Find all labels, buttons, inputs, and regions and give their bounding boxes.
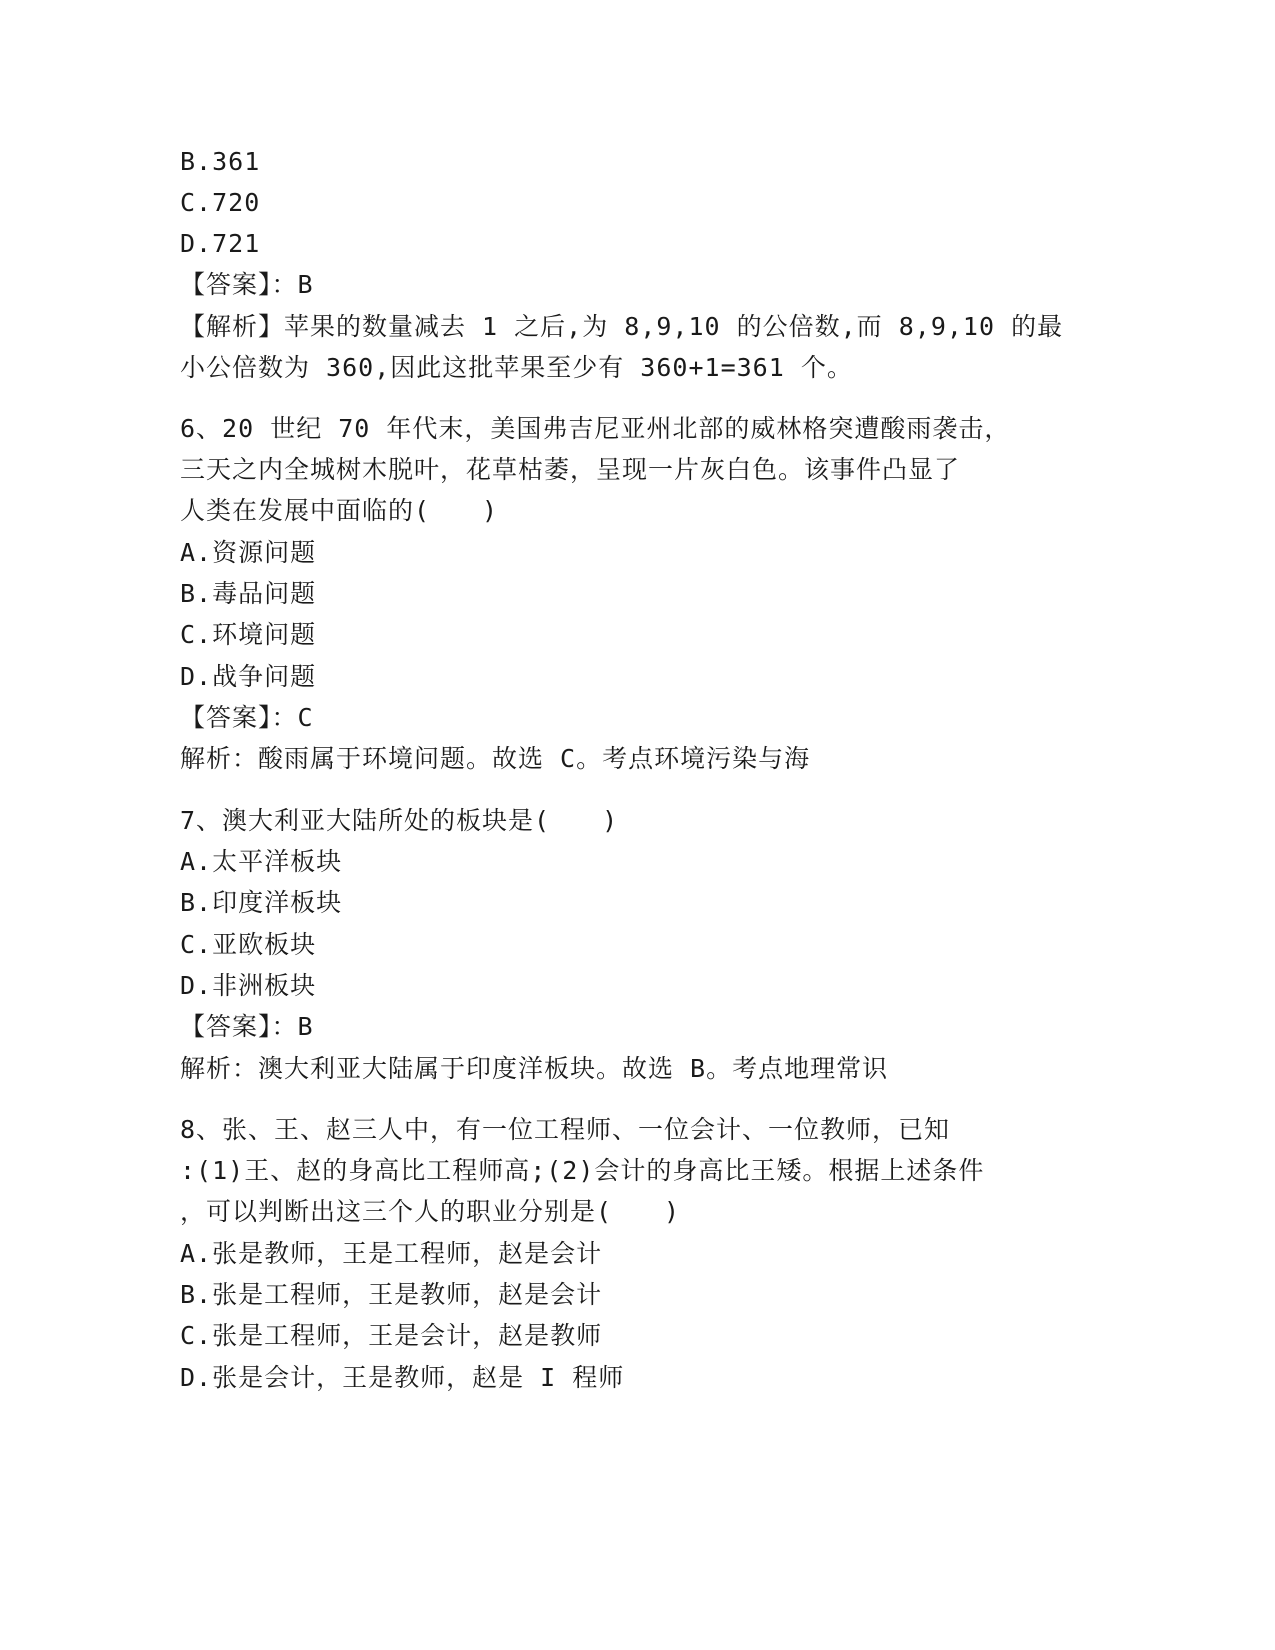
q5-option-d: D.721 xyxy=(180,229,261,258)
q5-explanation-line1: 【解析】苹果的数量减去 1 之后,为 8,9,10 的公倍数,而 8,9,10 的最 xyxy=(180,312,1064,341)
q5-option-b: B.361 xyxy=(180,147,261,176)
q7-option-b: B.印度洋板块 xyxy=(180,888,343,917)
q7-explanation: 解析：澳大利亚大陆属于印度洋板块。故选 B。考点地理常识 xyxy=(180,1054,889,1083)
q6-option-d: D.战争问题 xyxy=(180,662,317,691)
q6-answer: 【答案】：C xyxy=(180,703,314,732)
q6-option-b: B.毒品问题 xyxy=(180,579,317,608)
q6-stem-line3: 人类在发展中面临的( ) xyxy=(180,496,499,525)
q7-option-d: D.非洲板块 xyxy=(180,971,317,1000)
q6-option-c: C.环境问题 xyxy=(180,620,317,649)
q7-option-c: C.亚欧板块 xyxy=(180,930,317,959)
q8-option-b: B.张是工程师，王是教师，赵是会计 xyxy=(180,1280,603,1309)
q6-stem-line2: 三天之内全城树木脱叶，花草枯萎，呈现一片灰白色。该事件凸显了 xyxy=(180,455,961,484)
q5-explanation-line2: 小公倍数为 360,因此这批苹果至少有 360+1=361 个。 xyxy=(180,353,853,382)
q8-option-c: C.张是工程师，王是会计，赵是教师 xyxy=(180,1321,603,1350)
q6-stem-line1: 6、20 世纪 70 年代末，美国弗吉尼亚州北部的威林格突遭酸雨袭击， xyxy=(180,414,1011,443)
q7-option-a: A.太平洋板块 xyxy=(180,847,343,876)
q8-stem-line3: ，可以判断出这三个人的职业分别是( ) xyxy=(180,1197,681,1226)
q7-answer: 【答案】：B xyxy=(180,1012,314,1041)
q6-explanation: 解析：酸雨属于环境问题。故选 C。考点环境污染与海 xyxy=(180,744,811,773)
q6-option-a: A.资源问题 xyxy=(180,538,317,567)
q8-option-d: D.张是会计，王是教师，赵是 I 程师 xyxy=(180,1363,625,1392)
q5-answer: 【答案】：B xyxy=(180,270,314,299)
q5-option-c: C.720 xyxy=(180,188,261,217)
q7-stem: 7、澳大利亚大陆所处的板块是( ) xyxy=(180,806,619,835)
q8-stem-line1: 8、张、王、赵三人中，有一位工程师、一位会计、一位教师，已知 xyxy=(180,1115,951,1144)
q8-option-a: A.张是教师，王是工程师，赵是会计 xyxy=(180,1239,603,1268)
q8-stem-line2: :(1)王、赵的身高比工程师高;(2)会计的身高比王矮。根据上述条件 xyxy=(180,1156,985,1185)
